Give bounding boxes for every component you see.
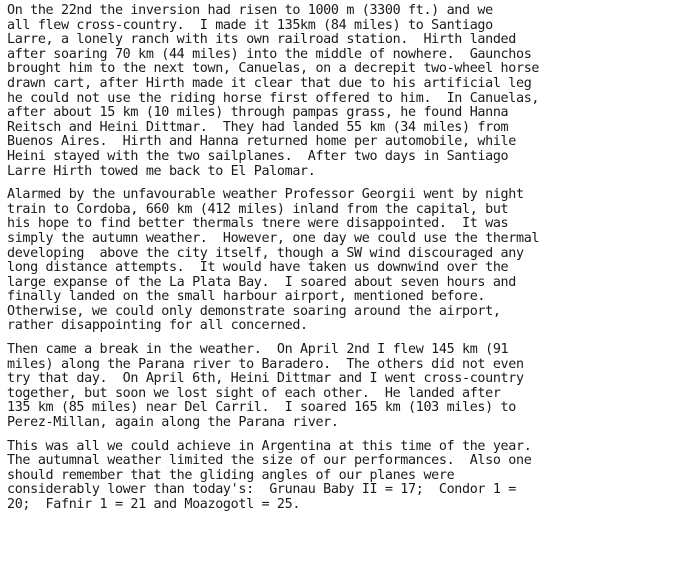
text-line: he could not use the riding horse first offered to him. In Canuelas,: [7, 90, 540, 106]
text-line: Perez-Millan, again along the Parana river.: [7, 415, 339, 431]
text-line: Reitsch and Heini Dittmar. They had landed 55 km (34 miles) from: [7, 119, 509, 135]
text-line: Larre Hirth towed me back to El Palomar.: [7, 163, 316, 179]
text-line: 135 km (85 miles) near Del Carril. I soared 165 km (103 miles) to: [7, 400, 516, 416]
paragraph-cross-country: [7, 4, 675, 179]
paragraph-summary: [7, 440, 675, 513]
text-line: considerably lower than today's: Grunau Baby II = 17; Condor 1 =: [7, 482, 516, 498]
text-line: long distance attempts. It would have taken us downwind over the: [7, 260, 509, 276]
text-line: developing above the city itself, though a SW wind discouraged any: [7, 245, 524, 261]
text-line: large expanse of the La Plata Bay. I soared about seven hours and: [7, 274, 516, 290]
text-line: finally landed on the small harbour airport, mentioned before.: [7, 289, 486, 305]
text-line: On the 22nd the inversion had risen to 1000 m (3300 ft.) and we: [7, 3, 493, 18]
text-line: Buenos Aires. Hirth and Hanna returned home per automobile, while: [7, 134, 516, 150]
text-line: 20; Fafnir 1 = 21 and Moazogotl = 25.: [7, 497, 301, 512]
text-line: his hope to find better thermals tnere were disappointed. It was: [7, 216, 509, 232]
paragraph-parana-flights: [7, 343, 675, 431]
text-line: Larre, a lonely ranch with its own railroad station. Hirth landed: [7, 32, 516, 48]
text-line: should remember that the gliding angles of our planes were: [7, 467, 455, 483]
text-line: after about 15 km (10 miles) through pampas grass, he found Hanna: [7, 105, 509, 121]
text-line: after soaring 70 km (44 miles) into the middle of nowhere. Gaunchos: [7, 46, 532, 62]
text-line: Heini stayed with the two sailplanes. After two days in Santiago: [7, 148, 509, 164]
text-line: Otherwise, we could only demonstrate soaring around the airport,: [7, 303, 501, 319]
text-line: drawn cart, after Hirth made it clear that due to his artificial leg: [7, 75, 532, 91]
text-line: The autumnal weather limited the size of our performances. Also one: [7, 453, 532, 469]
text-line: miles) along the Parana river to Baradero. The others did not even: [7, 356, 524, 372]
text-line: Then came a break in the weather. On April 2nd I flew 145 km (91: [7, 342, 509, 358]
text-line: all flew cross-country. I made it 135km (84 miles) to Santiago: [7, 17, 493, 33]
text-line: simply the autumn weather. However, one day we could use the thermal: [7, 230, 540, 246]
text-line: brought him to the next town, Canuelas, on a decrepit two-wheel horse: [7, 61, 540, 77]
text-line: try that day. On April 6th, Heini Dittmar and I went cross-country: [7, 371, 524, 387]
text-line: together, but soon we lost sight of each other. He landed after: [7, 385, 501, 401]
document-page: [7, 4, 675, 522]
text-line: Alarmed by the unfavourable weather Professor Georgii went by night: [7, 187, 524, 203]
text-line: train to Cordoba, 660 km (412 miles) inland from the capital, but: [7, 201, 509, 217]
text-line: rather disappointing for all concerned.: [7, 318, 308, 334]
paragraph-cordoba: [7, 188, 675, 334]
text-line: This was all we could achieve in Argentina at this time of the year.: [7, 438, 532, 454]
